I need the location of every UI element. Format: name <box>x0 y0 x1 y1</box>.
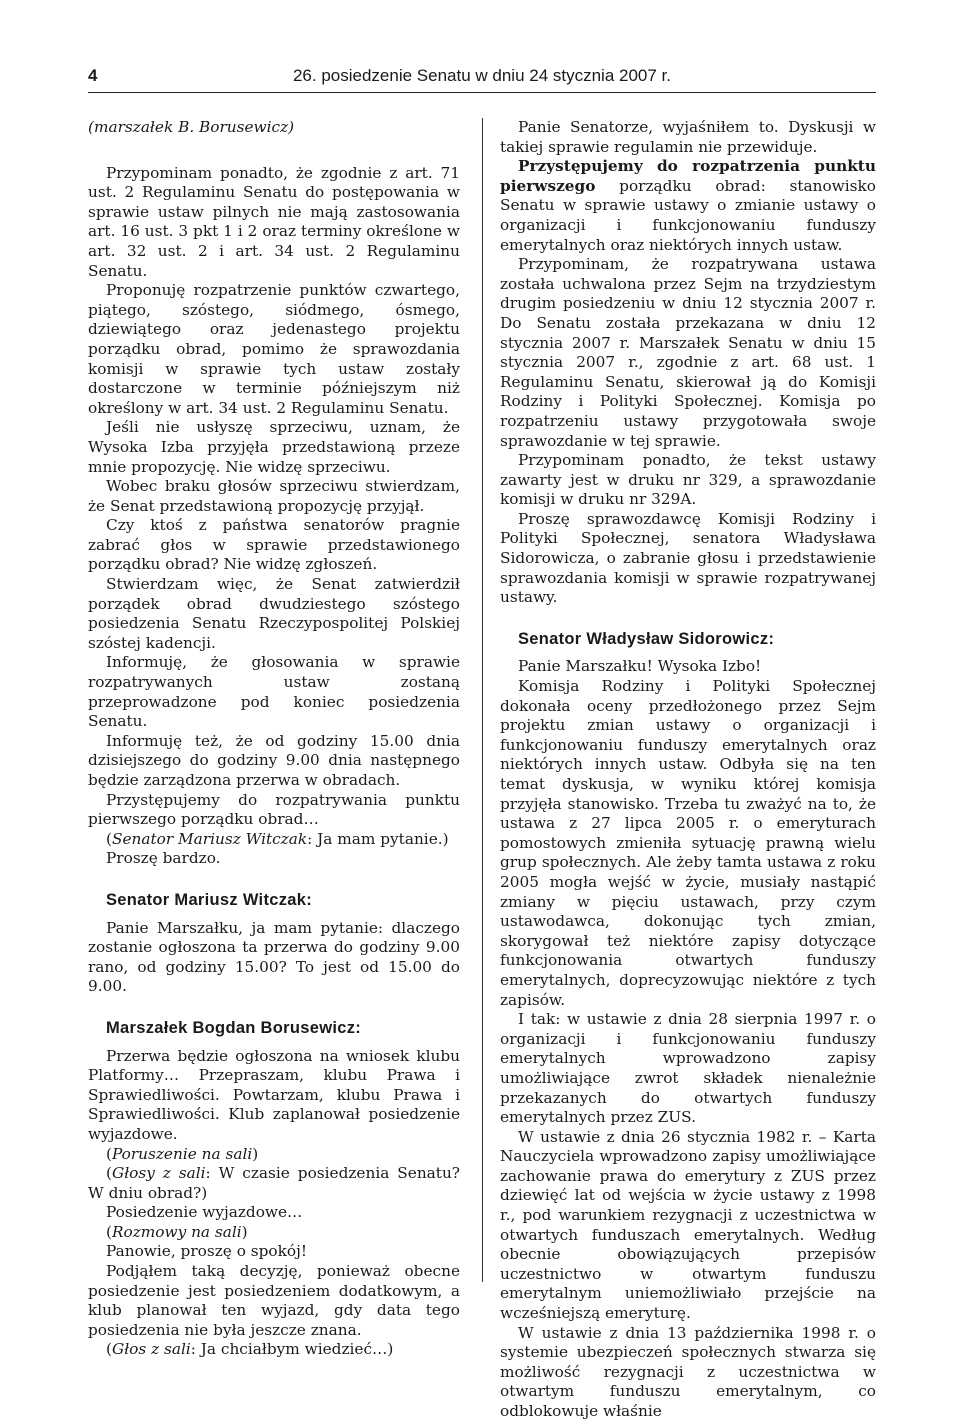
paragraph: Jeśli nie usłyszę sprzeciwu, uznam, że Wysoka Izba przyjęła przedstawioną przeze mnie propozycję. Nie widzę sprzeciwu. <box>88 418 460 476</box>
paragraph: Stwierdzam więc, że Senat zatwierdził porządek obrad dwudziestego szóstego posiedzenia Senatu Rzeczypospolitej Polskiej szóstej kadencji. <box>88 575 460 652</box>
right-column <box>500 118 876 1422</box>
speaker-note: (marszałek B. Borusewicz) <box>88 118 295 136</box>
speaker-heading: Senator Mariusz Witczak: <box>106 890 313 909</box>
paragraph: Panie Marszałku! Wysoka Izbo! <box>518 657 762 676</box>
paragraph: Wobec braku głosów sprzeciwu stwierdzam, że Senat przedstawioną propozycję przyjął. <box>88 477 460 515</box>
paragraph: Informuję, że głosowania w sprawie rozpatrywanych ustaw zostaną przeprowadzone pod koniec posiedzenia Senatu. <box>88 653 460 731</box>
paragraph: Czy ktoś z państwa senatorów pragnie zabrać głos w sprawie przedstawionego porządku obrad? Nie widzę zgłoszeń. <box>88 516 460 574</box>
interjection: (Głosy z sali: W czasie posiedzenia Senatu? W dniu obrad?) <box>88 1164 460 1202</box>
interjection: (Senator Mariusz Witczak: Ja mam pytanie.) <box>106 829 449 848</box>
paragraph: Przystępujemy do rozpatrywania punktu pierwszego porządku obrad… <box>88 790 460 829</box>
paragraph: Informuję też, że od godziny 15.00 dnia dzisiejszego do godziny 9.00 dnia następnego będzie zarządzona przerwa w obradach. <box>88 731 460 789</box>
speaker-heading: Senator Władysław Sidorowicz: <box>518 629 775 648</box>
page-number: 4 <box>88 66 98 85</box>
paragraph: Proszę bardzo. <box>106 849 221 868</box>
page-header <box>88 64 876 88</box>
paragraph: Komisja Rodziny i Polityki Społecznej dokonała oceny przedłożonego przez Sejm projektu zmian ustawy o organizacji i funkcjonowaniu funduszy emerytalnych oraz niektórych innych ustaw. Odbyła się na ten temat dyskusja, w wyniku której komisja przyjęła stanowisko. Trzeba tu zważyć na to, że ustawa z 27 lipca 2005 r. o emeryturach pomostowych zmieniła sytuację prawną wielu grup społecznych. Ale żeby tamta ustawa z roku 2005 mogła wejść w życie, musiały nastąpić zmiany w pięciu ustawach, przy czym ustawodawca, dokonując tych zmian, skorygował też niektóre zapisy dotyczące funkcjonowania otwartych funduszy emerytalnych, doprecyzowując niektóre z tych zapisów. <box>500 677 876 1009</box>
paragraph: Przerwa będzie ogłoszona na wniosek klubu Platformy… Przepraszam, klubu Prawa i Sprawiedliwości. Powtarzam, klubu Prawa i Sprawiedliwości. Klub zaplanował posiedzenie wyjazdowe. <box>88 1046 460 1143</box>
running-head: 26. posiedzenie Senatu w dniu 24 stycznia 2007 r. <box>292 66 672 85</box>
left-column <box>88 118 460 1360</box>
paragraph: Przypominam, że rozpatrywana ustawa została uchwalona przez Sejm na trzydziestym drugim posiedzeniu w dniu 12 stycznia 2007 r. Do Senatu została przekazana w dniu 12 stycznia 2007 r. Marszałek Senatu w dniu 15 stycznia 2007 r., zgodnie z art. 68 ust. 1 Regulaminu Senatu, skierował ją do Komisji Rodziny i Polityki Społecznej. Komisja po rozpatrzeniu ustawy przygotowała swoje sprawozdanie w tej sprawie. <box>500 255 876 450</box>
paragraph: Proponuję rozpatrzenie punktów czwartego, piątego, szóstego, siódmego, ósmego, dziewiątego oraz jedenastego projektu porządku obrad, pomimo że sprawozdania komisji w sprawie tych ustaw zostały dostarczone w terminie późniejszym niż określony w art. 34 ust. 2 Regulaminu Senatu. <box>88 281 460 417</box>
paragraph: Podjąłem taką decyzję, ponieważ obecne posiedzenie jest posiedzeniem dodatkowym, a klub planował ten wyjazd, gdy data tego posiedzenia nie była jeszcze znana. <box>88 1262 460 1339</box>
paragraph: Panie Senatorze, wyjaśniłem to. Dyskusji w takiej sprawie regulamin nie przewiduje. <box>500 118 876 156</box>
paragraph: Panowie, proszę o spokój! <box>106 1242 307 1261</box>
interjection: (Poruszenie na sali) <box>106 1144 259 1163</box>
interjection: (Głos z sali: Ja chciałbym wiedzieć…) <box>106 1340 394 1359</box>
paragraph: Panie Marszałku, ja mam pytanie: dlaczego zostanie ogłoszona ta przerwa do godziny 9.00 rano, od godziny 15.00? To jest od 15.00 do 9.00. <box>88 918 460 996</box>
speaker-heading: Marszałek Bogdan Borusewicz: <box>106 1018 362 1037</box>
interjection-speaker: Głosy z sali <box>111 1164 206 1183</box>
paragraph: Przypominam ponadto, że zgodnie z art. 71 ust. 2 Regulaminu Senatu do postępowania w sprawie ustaw pilnych nie mają zastosowania art. 16 ust. 3 pkt 1 i 2 oraz terminy określone w art. 32 ust. 2 i art. 34 ust. 2 Regulaminu Senatu. <box>88 163 460 280</box>
paragraph: Przystępujemy do rozpatrzenia punktu pierwszego porządku obrad: stanowisko Senatu w sprawie ustawy o zmianie ustawy o organizacji i funkcjonowaniu funduszy emerytalnych oraz niektórych innych ustaw. <box>500 157 876 254</box>
header-rule <box>88 92 876 93</box>
paragraph: W ustawie z dnia 26 stycznia 1982 r. – Karta Nauczyciela wprowadzono zapisy umożliwiające zachowanie prawa do emerytury z ZUS przez dziewięć lat od wejścia w życie ustawy z 1998 r., pod warunkiem rezygnacji z uczestnictwa w otwartych funduszach emerytalnych. Według obecnie obowiązujących przepisów uczestnictwo w otwartym funduszu emerytalnym uniemożliwiało przejście na wcześniejszą emeryturę. <box>500 1127 876 1323</box>
interjection-speaker: Głos z sali <box>111 1340 191 1359</box>
paragraph: I tak: w ustawie z dnia 28 sierpnia 1997 r. o organizacji i funkcjonowaniu funduszy emerytalnych wprowadzono zapisy umożliwiające zwrot składek nienależnie przekazanych do otwartych funduszy emerytalnych przez ZUS. <box>500 1010 876 1127</box>
column-divider <box>482 118 483 1282</box>
paragraph: W ustawie z dnia 13 października 1998 r. o systemie ubezpieczeń społecznych stwarza się możliwość rezygnacji z uczestnictwa w otwartym funduszu emerytalnym, co odblokowuje właśnie <box>500 1323 876 1420</box>
paragraph: Posiedzenie wyjazdowe… <box>106 1203 303 1222</box>
interjection-speaker: Senator Mariusz Witczak <box>111 829 308 848</box>
paragraph: Proszę sprawozdawcę Komisji Rodziny i Polityki Społecznej, senatora Władysława Sidorowicza, o zabranie głosu i przedstawienie sprawozdania komisji w sprawie rozpatrywanej ustawy. <box>500 509 876 607</box>
agenda-emphasis: Przystępujemy do rozpatrzenia punktu pierwszego <box>500 157 876 195</box>
interjection: (Rozmowy na sali) <box>106 1222 248 1241</box>
paragraph: Przypominam ponadto, że tekst ustawy zawarty jest w druku nr 329, a sprawozdanie komisji w druku nr 329A. <box>500 451 876 509</box>
